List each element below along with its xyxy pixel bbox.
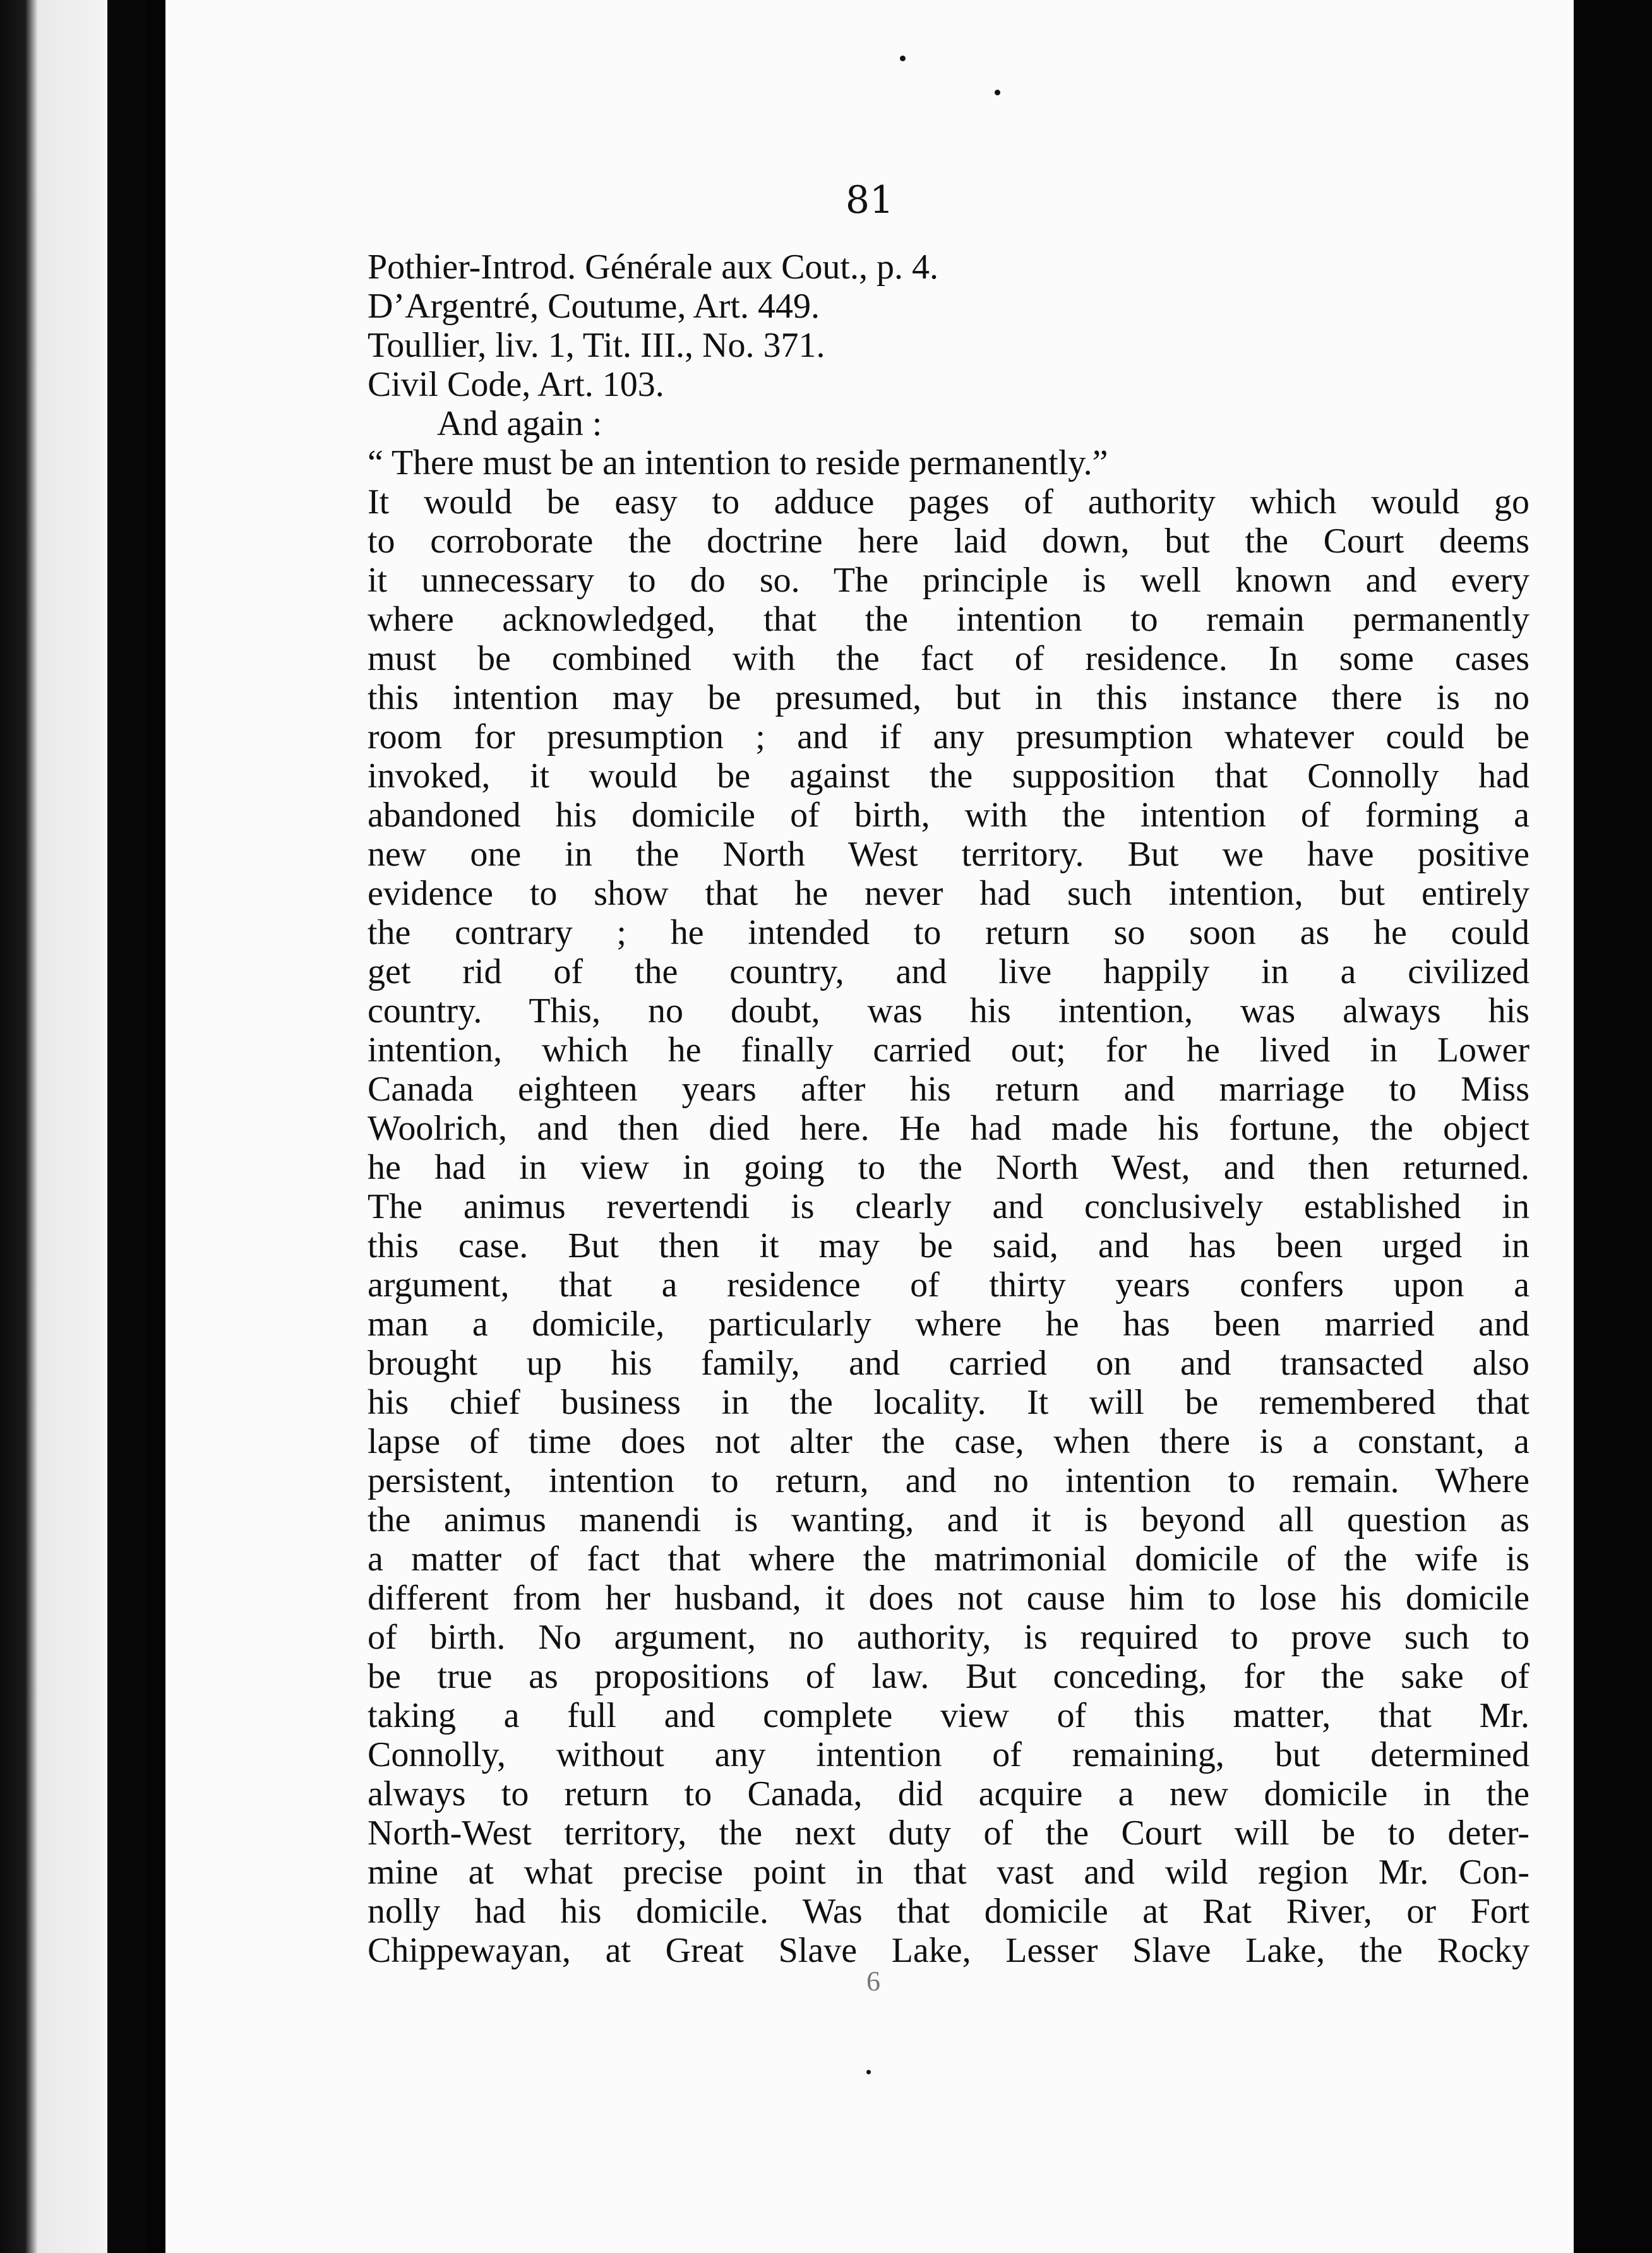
paragraph-line: brought up his family, and carried on and transacted also <box>368 1344 1529 1383</box>
paragraph-line: be true as propositions of law. But conceding, for the sake of <box>368 1657 1529 1696</box>
paragraph-line: The animus revertendi is clearly and conclusively established in <box>368 1187 1529 1226</box>
citation-line: Pothier-Introd. Générale aux Cout., p. 4. <box>368 248 938 287</box>
paragraph-line: of birth. No argument, no authority, is required to prove such to <box>368 1618 1529 1657</box>
paragraph-line: lapse of time does not alter the case, when there is a constant, a <box>368 1422 1529 1461</box>
paragraph-line: this intention may be presumed, but in this instance there is no <box>368 678 1529 717</box>
paragraph-line: evidence to show that he never had such intention, but entirely <box>368 874 1529 913</box>
paragraph-line: new one in the North West territory. But we have positive <box>368 835 1529 874</box>
paragraph-line: nolly had his domicile. Was that domicile at Rat River, or Fort <box>368 1892 1529 1931</box>
paragraph-line: get rid of the country, and live happily in a civilized <box>368 952 1529 991</box>
paragraph-line: North-West territory, the next duty of the Court will be to deter- <box>368 1814 1529 1853</box>
paragraph-line: must be combined with the fact of residence. In some cases <box>368 639 1529 678</box>
paragraph-line: his chief business in the locality. It will be remembered that <box>368 1383 1529 1422</box>
paragraph-line: always to return to Canada, did acquire a new domicile in the <box>368 1774 1529 1814</box>
citation-line: Toullier, liv. 1, Tit. III., No. 371. <box>368 326 825 365</box>
document-page <box>165 0 1574 2253</box>
paragraph-line: where acknowledged, that the intention to remain permanently <box>368 600 1529 639</box>
paragraph-line: Chippewayan, at Great Slave Lake, Lesser Slave Lake, the Rocky <box>368 1931 1529 1970</box>
paragraph-line: different from her husband, it does not cause him to lose his domicile <box>368 1579 1529 1618</box>
paragraph-line: it unnecessary to do so. The principle is well known and every <box>368 561 1529 600</box>
paragraph-line: man a domicile, particularly where he has been married and <box>368 1305 1529 1344</box>
previous-page-edge <box>0 0 147 2253</box>
paragraph-line: the contrary ; he intended to return so soon as he could <box>368 913 1529 952</box>
intro-line: And again : <box>437 404 602 443</box>
paragraph-line: It would be easy to adduce pages of authority which would go <box>368 482 1529 522</box>
paragraph-line: room for presumption ; and if any presumption whatever could be <box>368 717 1529 756</box>
paragraph-line: Canada eighteen years after his return and marriage to Miss <box>368 1070 1529 1109</box>
citation-line: D’Argentré, Coutume, Art. 449. <box>368 287 820 326</box>
body-text <box>368 248 1529 1970</box>
paragraph-line: this case. But then it may be said, and has been urged in <box>368 1226 1529 1265</box>
paragraph-line: Woolrich, and then died here. He had made his fortune, the object <box>368 1109 1529 1148</box>
quote-line: “ There must be an intention to reside permanently.” <box>368 443 1108 482</box>
paragraph-line: to corroborate the doctrine here laid down, but the Court deems <box>368 522 1529 561</box>
paragraph-line: a matter of fact that where the matrimonial domicile of the wife is <box>368 1539 1529 1579</box>
paragraph-line: he had in view in going to the North West, and then returned. <box>368 1148 1529 1187</box>
paragraph-line: abandoned his domicile of birth, with the intention of forming a <box>368 796 1529 835</box>
signature-mark: 6 <box>866 1966 880 1997</box>
scan-speck <box>866 2070 871 2074</box>
paragraph-line: invoked, it would be against the supposition that Connolly had <box>368 756 1529 796</box>
paragraph-line: Connolly, without any intention of remaining, but determined <box>368 1735 1529 1774</box>
page-number: 81 <box>845 178 894 222</box>
paragraph-line: country. This, no doubt, was his intention, was always his <box>368 991 1529 1031</box>
paragraph-line: mine at what precise point in that vast and wild region Mr. Con- <box>368 1853 1529 1892</box>
paragraph-line: argument, that a residence of thirty years confers upon a <box>368 1265 1529 1305</box>
paragraph-line: intention, which he finally carried out; for he lived in Lower <box>368 1031 1529 1070</box>
citation-line: Civil Code, Art. 103. <box>368 365 664 404</box>
paragraph-line: the animus manendi is wanting, and it is beyond all question as <box>368 1500 1529 1539</box>
paragraph-line: persistent, intention to return, and no intention to remain. Where <box>368 1461 1529 1500</box>
scan-speck <box>900 56 906 61</box>
binding-gutter <box>107 0 147 2253</box>
scan-speck <box>995 90 1000 95</box>
paragraph-line: taking a full and complete view of this matter, that Mr. <box>368 1696 1529 1735</box>
